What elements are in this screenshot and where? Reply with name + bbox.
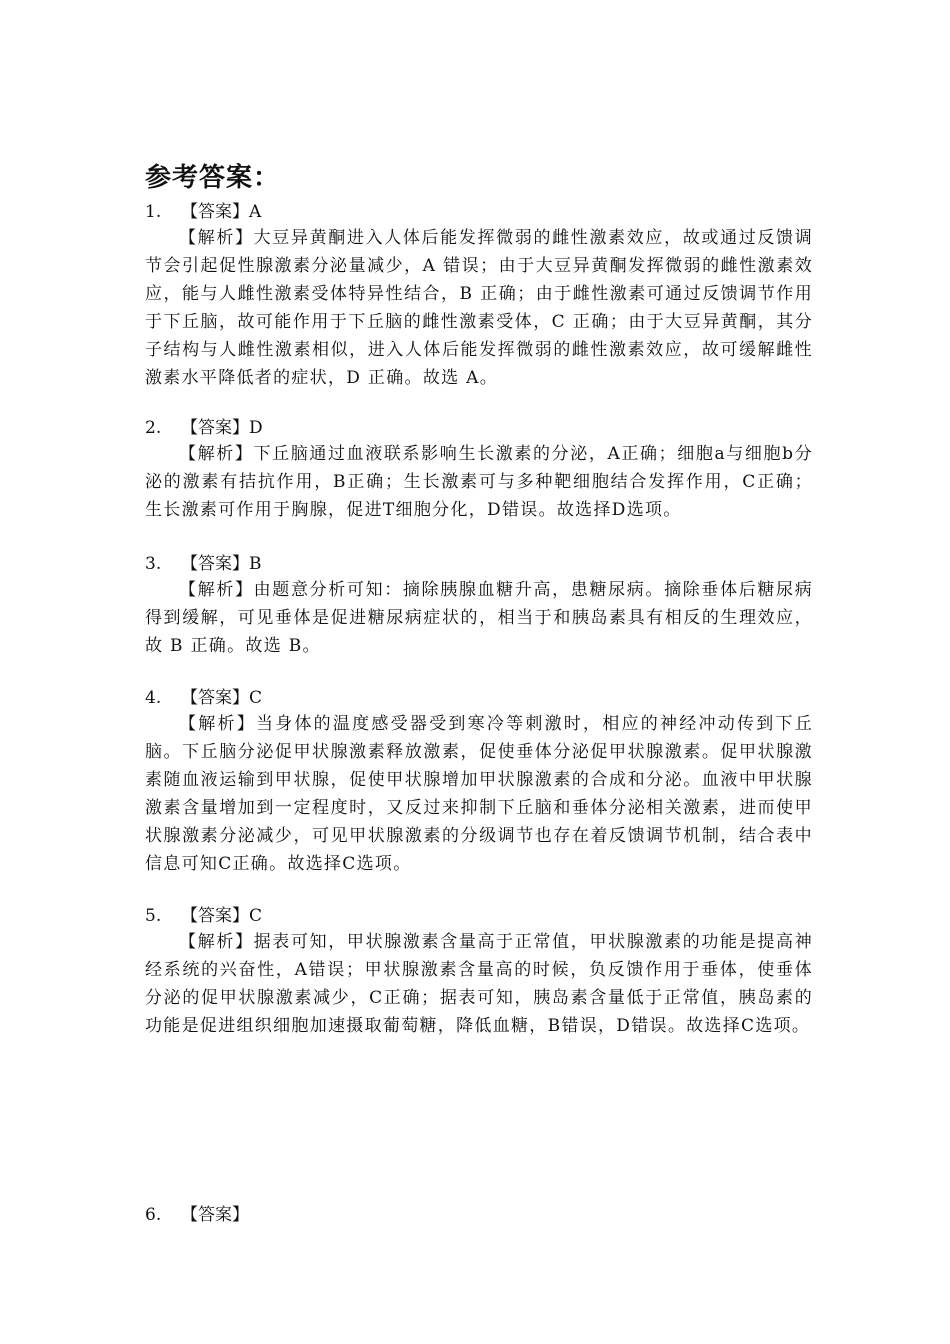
- item-number: 6.: [145, 1205, 162, 1225]
- answer-label: 【答案】B: [181, 554, 262, 574]
- answer-item-5: [145, 904, 813, 1040]
- answer-label: 【答案】D: [181, 418, 263, 438]
- answer-label: 【答案】A: [181, 202, 262, 222]
- answer-item-6: [145, 1203, 813, 1227]
- answer-item-4: [145, 686, 813, 878]
- answer-label: 【答案】: [181, 1205, 249, 1225]
- explanation-text: 【解析】当身体的温度感受器受到寒冷等刺激时，相应的神经冲动传到下丘脑。下丘脑分泌促甲状腺激素释放激素，促使垂体分泌促甲状腺激素。促甲状腺激素随血液运输到甲状腺，促使甲状腺增加甲状腺激素的合成和分泌。血液中甲状腺激素含量增加到一定程度时，又反过来抑制下丘脑和垂体分泌相关激素，进而使甲状腺激素分泌减少，可见甲状腺激素的分级调节也存在着反馈调节机制，结合表中信息可知C正确。故选择C选项。: [145, 714, 813, 874]
- explanation-text: 【解析】由题意分析可知：摘除胰腺血糖升高，患糖尿病。摘除垂体后糖尿病得到缓解，可见垂体是促进糖尿病症状的，相当于和胰岛素具有相反的生理效应，故 B 正确。故选 B。: [145, 580, 813, 656]
- answer-item-2: [145, 416, 813, 524]
- explanation-text: 【解析】大豆异黄酮进入人体后能发挥微弱的雌性激素效应，故或通过反馈调节会引起促性腺激素分泌量减少，A 错误；由于大豆异黄酮发挥微弱的雌性激素效应，能与人雌性激素受体特异性结合，B 正确；由于雌性激素可通过反馈调节作用于下丘脑，故可能作用于下丘脑的雌性激素受体，C 正确；由于大豆异黄酮，其分子结构与人雌性激素相似，进入人体后能发挥微弱的雌性激素效应，故可缓解雌性激素水平降低者的症状，D 正确。故选 A。: [145, 228, 813, 388]
- item-number: 2.: [145, 418, 162, 438]
- explanation-text: 【解析】下丘脑通过血液联系影响生长激素的分泌，A正确；细胞a与细胞b分泌的激素有拮抗作用，B正确；生长激素可与多种靶细胞结合发挥作用，C正确；生长激素可作用于胸腺，促进T细胞分化，D错误。故选择D选项。: [145, 444, 813, 520]
- answer-item-1: [145, 200, 813, 392]
- answer-label: 【答案】C: [181, 688, 263, 708]
- answer-item-3: [145, 552, 813, 660]
- item-number: 4.: [145, 688, 162, 708]
- item-number: 1.: [145, 202, 162, 222]
- explanation-text: 【解析】据表可知，甲状腺激素含量高于正常值，甲状腺激素的功能是提高神经系统的兴奋性，A错误；甲状腺激素含量高的时候，负反馈作用于垂体，使垂体分泌的促甲状腺激素减少，C正确；据表可知，胰岛素含量低于正常值，胰岛素的功能是促进组织细胞加速摄取葡萄糖，降低血糖，B错误，D错误。故选择C选项。: [145, 932, 813, 1036]
- answers-heading: 参考答案：: [145, 163, 281, 193]
- item-number: 3.: [145, 554, 162, 574]
- item-number: 5.: [145, 906, 162, 926]
- answer-label: 【答案】C: [181, 906, 263, 926]
